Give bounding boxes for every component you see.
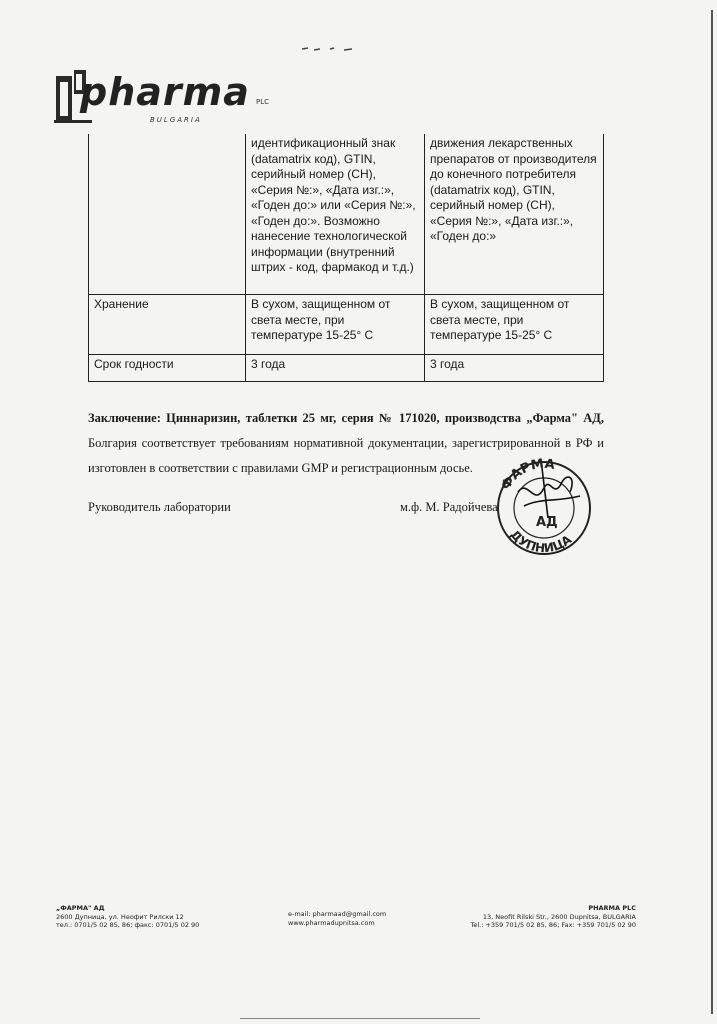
logo-wordmark: pharma — [80, 70, 250, 114]
table-cell-result: 3 года — [425, 355, 604, 382]
footer-address-ru: 2600 Дупница, ул. Неофит Рилски 12 — [56, 912, 184, 921]
conclusion-body: Болгария соответствует требованиям нормативной документации, зарегистрированной в РФ и изготовлен в соответствии с правилами GMP и регистрационным досье. — [88, 436, 604, 475]
table-cell-param: Хранение — [89, 295, 246, 355]
table-cell-result: движения лекарственных препаратов от производителя до конечного потребителя (datamatrix код), GTIN, серийный номер (СН), «Серия №:», «Дата изг.:», «Годен до:» — [425, 134, 604, 295]
footer-email[interactable]: e-mail: pharmaad@gmail.com — [288, 910, 387, 918]
footer-company-ru: „ФАРМА" АД — [56, 904, 105, 912]
footer-website[interactable]: www.pharmadupnitsa.com — [288, 918, 375, 927]
table-row-shelf-life — [89, 355, 604, 382]
stamp-top-text: ФАРМА — [498, 456, 556, 493]
footer-middle — [288, 910, 386, 927]
logo-country: BULGARIA — [150, 116, 202, 124]
scan-edge — [711, 10, 713, 1014]
specification-table — [88, 134, 604, 382]
table-cell-requirement: 3 года — [246, 355, 425, 382]
footer-address-en: 13, Neofit Rilski Str., 2600 Dupnitsa, BULGARIA — [482, 912, 636, 921]
logo-plc: PLC — [256, 98, 270, 106]
signatory-title: Руководитель лаборатории — [88, 500, 231, 514]
footer-company-en: PHARMA PLC — [588, 904, 636, 912]
footer-phones-ru: тел.: 0701/5 02 85, 86; факс: 0701/5 02 90 — [56, 921, 200, 929]
company-stamp-icon — [484, 448, 604, 558]
table-row-storage — [89, 295, 604, 355]
table-cell-result: В сухом, защищенном от света месте, при температуре 15-25° С — [425, 295, 604, 355]
stamp-bottom-text: ДУПНИЦА — [507, 527, 575, 556]
table-row — [89, 134, 604, 295]
footer-left — [56, 904, 199, 930]
scan-bottom-line — [240, 1018, 480, 1019]
footer-right — [470, 904, 636, 930]
stamp-center-text: АД — [536, 515, 558, 530]
svg-text:ДУПНИЦА — [508, 527, 575, 555]
footer-phones-en: Tel.: +359 701/5 02 85, 86; Fax: +359 701/5 02 90 — [470, 921, 636, 929]
svg-text:ФАРМА — [498, 457, 555, 493]
table-cell-param — [89, 134, 246, 295]
conclusion-lead: Заключение: Циннаризин, таблетки 25 мг, серия № 171020, производства „Фарма" АД, — [88, 411, 604, 425]
table-cell-param: Срок годности — [89, 355, 246, 382]
table-cell-requirement: идентификационный знак (datamatrix код), GTIN, серийный номер (СН), «Серия №:», «Дата изг.:», «Годен до:» или «Серия №:», «Годен до:». Возможно нанесение технологической информации (внутренний штрих - код, фармакод и т.д.) — [246, 134, 425, 295]
scan-artifact — [300, 44, 360, 52]
table-cell-requirement: В сухом, защищенном от света месте, при температуре 15-25° С — [246, 295, 425, 355]
signatory-name: м.ф. М. Радойчева — [400, 500, 498, 514]
